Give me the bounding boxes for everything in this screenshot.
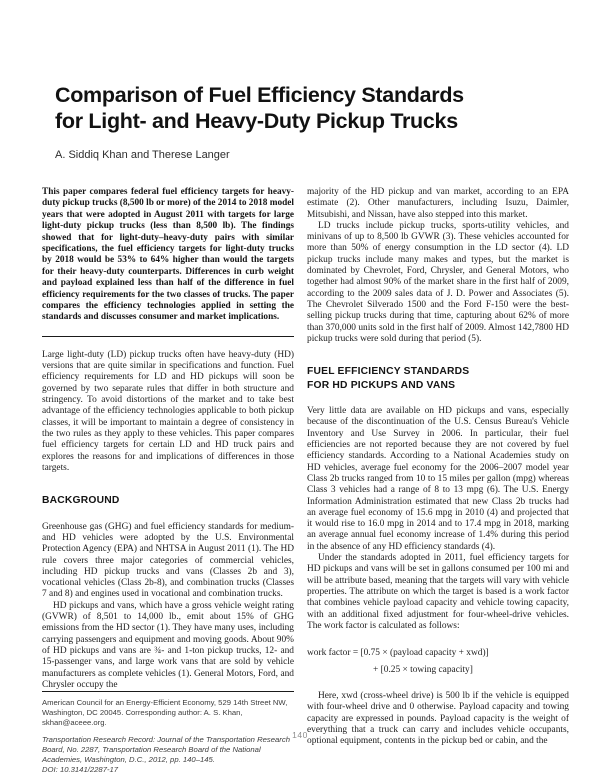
xwd-paragraph: Here, xwd (cross-wheel drive) is 500 lb if the vehicle is equipped with four-wheel drive and 0 otherwise. Payload capacity and towing capacity are expressed in pounds. Payload capacity is the weight of everything that a truck can carry and includes vehicle occupants, optional equipment, contents in the pickup bed or cabin, and the [307,691,569,747]
page-number: 140 [292,730,308,740]
standards-paragraph: Under the standards adopted in 2011, fuel efficiency targets for HD pickups and vans will be set in gallons consumed per 100 mi and will be attribute based, meaning that the targets will vary with vehicle properties. The attribute on which the target is based is a work factor that combines vehicle payload capacity and vehicle towing capacity, with an additional fixed adjustment for four-wheel-drive vehicles. The work factor is calculated as follows: [307,553,569,631]
background-paragraph-1: Greenhouse gas (GHG) and fuel efficiency standards for medium- and HD vehicles were adopted by the U.S. Environmental Protection Agency (EPA) and NHTSA in August 2011 (1). The HD rule covers three major categories of commercial vehicles, including HD pickup trucks and vans (Classes 2b and 3), vocational vehicles (Class 2b-8), and combination trucks (Classes 7 and 8) and engines used in vocational and combination trucks. [42,521,294,600]
section-heading-background: BACKGROUND [42,495,120,507]
footnote-doi: DOI: 10.3141/2287-17 [42,764,119,774]
section-heading-fuel-efficiency [307,365,569,392]
paper-title [55,82,570,134]
column-left [42,187,294,774]
background-paragraph-2: HD pickups and vans, which have a gross vehicle weight rating (GVWR) of 8,501 to 14,000 lb., emit about 15% of GHG emissions from the HD sector (1). They have many uses, including carrying passengers and equipment and moving goods. About 90% of HD pickups and vans are ¾- and 1-ton pickup trucks, 12- and 15-passenger vans, and large work vans that are sold by vehicle manufacturers as complete vehicles (1). General Motors, Ford, and Chrysler occupy the [42,600,294,690]
two-column-body [42,187,569,774]
intro-paragraph: Large light-duty (LD) pickup trucks often have heavy-duty (HD) versions that are quite similar in specifications and function. Fuel efficiency requirements for LD and HD pickups will soon be governed by two separate rules that differ in both structure and stringency. To avoid distortions of the market and to take best advantage of the efficiency technologies applicable to both pickup classes, it will be important to maintain a degree of consistency in the two rules as they apply to these vehicles. This paper compares fuel efficiency targets for certain LD and HD truck pairs and explores the reasons for and implications of differences in those targets. [42,349,294,473]
title-line-1: Comparison of Fuel Efficiency Standards [55,83,464,107]
column-right [307,187,569,748]
abstract-divider [42,336,294,337]
continuation-paragraph: majority of the HD pickup and van market, according to an EPA estimate (2). Other manufacturers, including Isuzu, Daimler, Mitsubishi, and Nissan, have also stepped into this market. [307,187,569,220]
footnote-affiliation: American Council for an Energy-Efficient Economy, 529 14th Street NW, Washington, DC 20045. Corresponding author: A. S. Khan, skhan@aceee.org. [42,698,288,727]
equation-line-1: work factor = [0.75 × (payload capacity + xwd)] [307,648,489,659]
abstract-text: This paper compares federal fuel efficiency targets for heavy-duty pickup trucks (8,500 lb or more) of the 2014 to 2018 model years that were adopted in August 2011 with targets for large light-duty pickup trucks (less than 8,500 lb). The findings showed that for light-duty–heavy-duty pairs with similar specifications, the fuel efficiency targets for light-duty trucks by 2018 would be 53% to 64% higher than would the targets for their heavy-duty counterparts. Differences in curb weight and payload explained less than half of the difference in fuel efficiency requirements for the two classes of trucks. The paper compares the efficiency technologies applied in setting the standards and discusses consumer and market implications. [42,187,294,323]
equation-line-2: + [0.25 × towing capacity] [373,665,473,676]
authors-line: A. Siddiq Khan and Therese Langer [55,149,230,161]
work-factor-equation [307,645,569,679]
fuel-heading-line-1: FUEL EFFICIENCY STANDARDS [307,366,470,378]
ld-trucks-paragraph: LD trucks include pickup trucks, sports-utility vehicles, and minivans of up to 8,500 lb GVWR (3). These vehicles accounted for more than 50% of energy consumption in the LD sector (4). LD pickup trucks include many makes and types, but the market is dominated by Chevrolet, Ford, Chrysler, and General Motors, who together had almost 90% of the market share in the first half of 2009, according to the 2009 sales data of J. D. Power and Associates (5). The Chevrolet Silverado 1500 and the Ford F-150 were the best-selling pickup trucks during that time, capturing about 62% of more than 370,000 units sold in the first half of 2009. Almost 142,7800 HD pickup trucks were sold during that period (5). [307,220,569,344]
hd-data-paragraph: Very little data are available on HD pickups and vans, especially because of the discontinuation of the U.S. Census Bureau's Vehicle Inventory and Use Survey in 2006. In particular, their fuel efficiencies are not reported because they are not covered by fuel efficiency standards. According to a National Academies study on HD vehicles, average fuel economy for the 2006–2007 model year Class 2b trucks ranged from 10 to 15 miles per gallon (mpg) whereas Class 3 vehicles had a range of 8 to 13 mpg (6). The U.S. Energy Information Administration estimated that new Class 2b trucks had an average fuel economy of 15.6 mpg in 2010 (4) and projected that it would rise to 16.0 mpg in 2014 and to 17.4 mpg in 2018, marking an average annual fuel economy increase of 1.4% during this period in the absence of any HD efficiency standards (4). [307,406,569,552]
title-line-2: for Light- and Heavy-Duty Pickup Trucks [55,109,458,133]
paper-header [0,0,600,161]
fuel-heading-line-2: FOR HD PICKUPS AND VANS [307,379,456,391]
footnote-citation: Transportation Research Record: Journal of the Transportation Research Board, No. 2287, Transportation Research Board of the National Academies, Washington, D.C., 2012, pp. 140–145. [42,735,290,765]
